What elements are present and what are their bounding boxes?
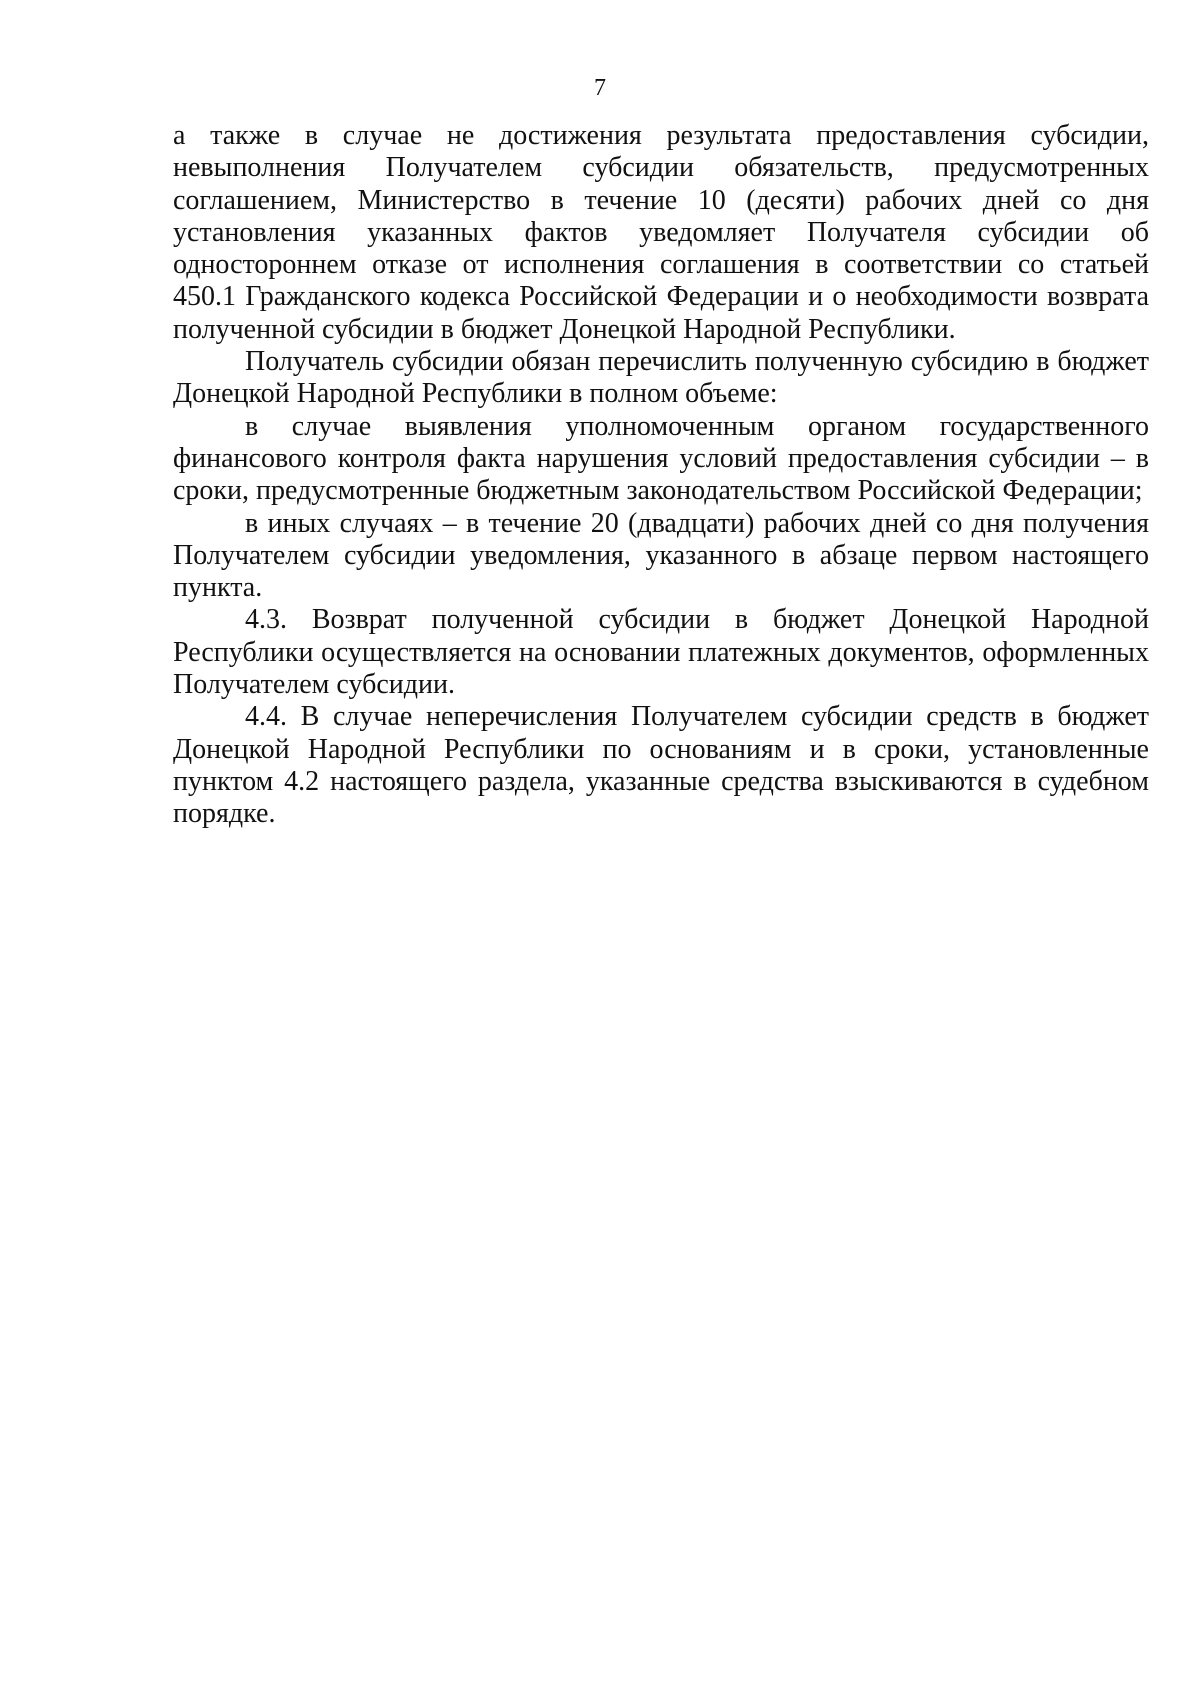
- paragraph-4-3: 4.3. Возврат полученной субсидии в бюджет Донецкой Народной Республики осуществляется на основании платежных документов, оформленных Получателем субсидии.: [173, 604, 1149, 701]
- document-body: [173, 120, 1149, 831]
- page-number: 7: [594, 75, 606, 101]
- paragraph-return-obligation: Получатель субсидии обязан перечислить полученную субсидию в бюджет Донецкой Народной Республики в полном объеме:: [173, 346, 1149, 410]
- paragraph-financial-control-case: в случае выявления уполномоченным органом государственного финансового контроля факта нарушения условий предоставления субсидии – в сроки, предусмотренные бюджетным законодательством Российской Федерации;: [173, 410, 1149, 507]
- paragraph-other-cases: в иных случаях – в течение 20 (двадцати) рабочих дней со дня получения Получателем субсидии уведомления, указанного в абзаце первом настоящего пункта.: [173, 507, 1149, 604]
- paragraph-4-4: 4.4. В случае неперечисления Получателем субсидии средств в бюджет Донецкой Народной Республики по основаниям и в сроки, установленные пунктом 4.2 настоящего раздела, указанные средства взыскиваются в судебном порядке.: [173, 701, 1149, 830]
- paragraph-refusal-notice: а также в случае не достижения результата предоставления субсидии, невыполнения Получателем субсидии обязательств, предусмотренных соглашением, Министерство в течение 10 (десяти) рабочих дней со дня установления указанных фактов уведомляет Получателя субсидии об одностороннем отказе от исполнения соглашения в соответствии со статьей 450.1 Гражданского кодекса Российской Федерации и о необходимости возврата полученной субсидии в бюджет Донецкой Народной Республики.: [173, 120, 1149, 345]
